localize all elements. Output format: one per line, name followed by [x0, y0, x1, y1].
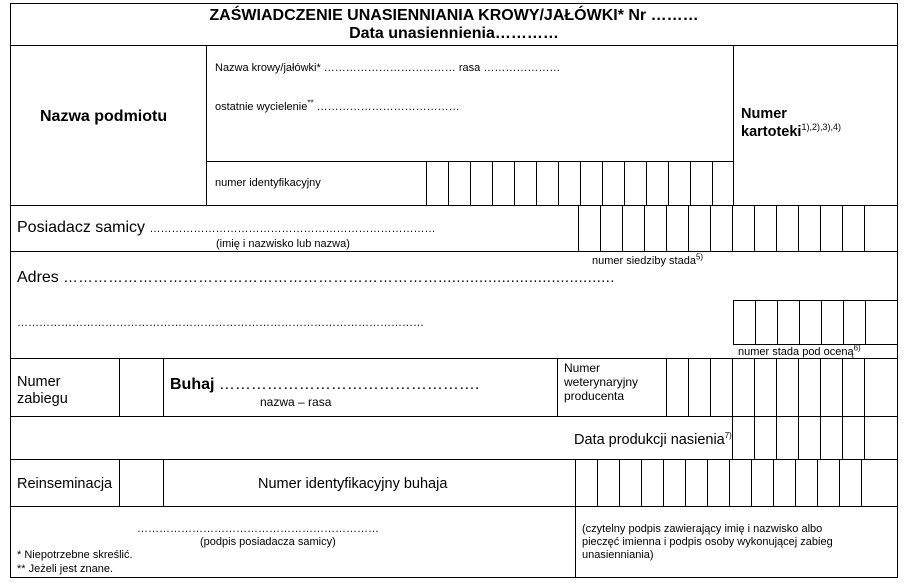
- performer-signature-hint: [582, 523, 833, 563]
- entity-name-label: Nazwa podmiotu: [40, 108, 168, 125]
- owner-hint: (imię i nazwisko lub nazwa): [216, 238, 350, 250]
- cow-name-field[interactable]: Nazwa krowy/jałówki* ……………………………… rasa …………………: [215, 62, 561, 74]
- procedure-number-line1: Numer: [17, 374, 61, 390]
- assessed-herd-label: [738, 343, 861, 359]
- semen-date-footnote: 7): [724, 431, 732, 441]
- procedure-number-label: [17, 374, 68, 407]
- vet-producer-line3: producenta: [564, 388, 625, 403]
- address-dots: ………………………………………………………………….......................................: [63, 270, 615, 286]
- insemination-date-label: Data unasiennienia…………: [349, 25, 559, 42]
- card-number-line2: kartoteki: [741, 123, 802, 140]
- address-label: Adres: [17, 269, 59, 286]
- last-calving-field[interactable]: [215, 98, 460, 114]
- owner-dots: ……………………………………………………………………: [149, 223, 436, 235]
- address-field[interactable]: [17, 269, 615, 287]
- herd-seat-text: numer siedziby stada: [592, 255, 696, 267]
- vet-producer-line2: weterynaryjny: [564, 374, 639, 389]
- bull-field[interactable]: [170, 376, 479, 394]
- owner-field[interactable]: [17, 219, 436, 237]
- last-calving-dots: …………………………………: [316, 101, 460, 113]
- procedure-number-line2: zabiegu: [17, 390, 68, 407]
- owner-label: Posiadacz samicy: [17, 219, 146, 236]
- reinsemination-label: Reinseminacja: [17, 476, 113, 492]
- card-number-label: [741, 106, 841, 140]
- vet-producer-line1: Numer: [564, 361, 601, 375]
- bull-dots: ………………………………………….: [218, 376, 480, 393]
- vet-producer-label: [564, 362, 638, 403]
- herd-seat-footnote: 5): [695, 252, 704, 262]
- bull-label: Buhaj: [170, 376, 215, 393]
- cow-id-label: numer identyfikacyjny: [215, 177, 321, 189]
- last-calving-label: ostatnie wycielenie: [215, 101, 308, 113]
- owner-signature-hint: (podpis posiadacza samicy): [200, 536, 336, 548]
- semen-date-label: [574, 432, 732, 449]
- herd-seat-label: [592, 252, 704, 268]
- semen-date-text: Data produkcji nasienia: [574, 432, 725, 448]
- performer-hint-line2: pieczęć imienna i podpis osoby wykonującej zabieg: [582, 536, 833, 549]
- form-title: ZAŚWIADCZENIE UNASIENNIANIA KROWY/JAŁÓWKI* Nr ………: [209, 7, 699, 24]
- performer-hint-line3: unasienniania): [582, 549, 654, 562]
- assessed-herd-text: numer stada pod oceną: [738, 346, 854, 358]
- footnote-2: ** Jeżeli jest znane.: [17, 563, 113, 575]
- performer-hint-line1: (czytelny podpis zawierający imię i nazwisko albo: [582, 523, 823, 535]
- bull-hint: nazwa – rasa: [260, 395, 332, 409]
- card-number-line1: Numer: [741, 106, 787, 122]
- assessed-herd-footnote: 6): [853, 343, 861, 353]
- card-number-footnote: 1),2),3),4): [801, 121, 841, 132]
- footnote-1: * Niepotrzebne skreślić.: [17, 549, 133, 561]
- address-line2-field[interactable]: …………………………………………………………………………………………………: [17, 317, 424, 329]
- owner-signature-line[interactable]: …………………………………………………………: [137, 523, 379, 535]
- calving-footnote-mark: **: [307, 98, 314, 108]
- bull-id-label: Numer identyfikacyjny buhaja: [258, 476, 448, 492]
